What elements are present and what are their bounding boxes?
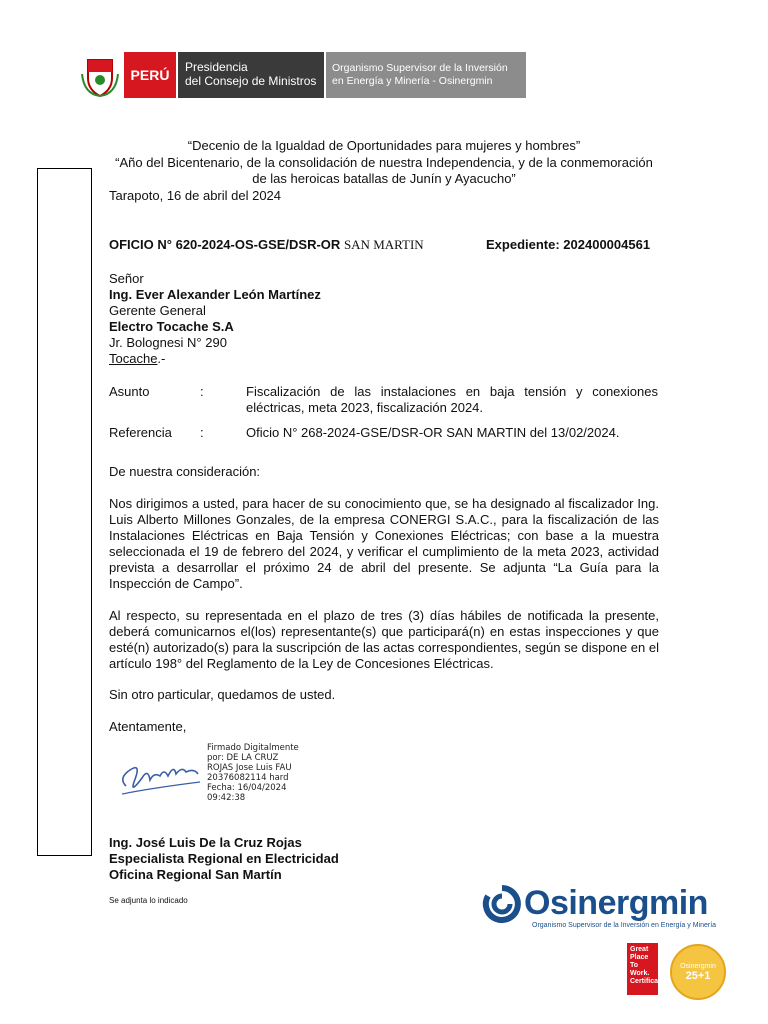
asunto-text: Fiscalización de las instalaciones en baja tensión y conexiones eléctricas, meta 2023, fiscalización 2024. bbox=[246, 384, 658, 415]
salutation: Señor bbox=[109, 271, 144, 286]
referencia-colon: : bbox=[200, 425, 204, 440]
referencia-label: Referencia bbox=[109, 425, 172, 440]
org-line2: en Energía y Minería - Osinergmin bbox=[332, 75, 493, 87]
signer-title: Especialista Regional en Electricidad bbox=[109, 851, 339, 866]
org-line1: Organismo Supervisor de la Inversión bbox=[332, 62, 508, 74]
badge-line1: Osinergmin bbox=[680, 962, 716, 970]
asunto-label: Asunto bbox=[109, 384, 150, 399]
greeting: De nuestra consideración: bbox=[109, 464, 261, 479]
sig-line6: 09:42:38 bbox=[207, 793, 246, 803]
place-date: Tarapoto, 16 de abril del 2024 bbox=[109, 188, 282, 203]
anniversary-badge bbox=[670, 944, 726, 1000]
asunto-colon: : bbox=[200, 384, 204, 399]
digital-signature-block bbox=[207, 743, 299, 803]
margin-box bbox=[37, 168, 92, 856]
expediente: Expediente: 202400004561 bbox=[486, 237, 651, 252]
sig-line3: ROJAS Jose Luis FAU bbox=[207, 763, 292, 773]
badge-line2: 25+1 bbox=[685, 969, 711, 982]
recipient-city-suffix: .- bbox=[157, 351, 166, 366]
signer-office: Oficina Regional San Martín bbox=[109, 867, 282, 882]
osinergmin-logo-icon bbox=[482, 884, 522, 924]
anio-line-2: de las heroicas batallas de Junín y Ayacucho” bbox=[252, 171, 516, 186]
oficio-code: OFICIO N° 620-2024-OS-GSE/DSR-OR bbox=[109, 237, 341, 252]
attached-note: Se adjunta lo indicado bbox=[109, 896, 188, 905]
sig-line5: Fecha: 16/04/2024 bbox=[207, 783, 287, 793]
closing-2: Atentamente, bbox=[109, 719, 187, 734]
decenio-line: “Decenio de la Igualdad de Oportunidades para mujeres y hombres” bbox=[187, 138, 581, 153]
peru-label: PERÚ bbox=[130, 67, 170, 83]
closing-1: Sin otro particular, quedamos de usted. bbox=[109, 687, 336, 702]
paragraph-2: Al respecto, su representada en el plazo de tres (3) días hábiles de notificada la presente, deberá comunicarnos el(los) representante(s) que participará(n) en estas inspecciones y que esté(n) autorizado(s) para la suscripción de las actas correspondientes, según se dispone en el artículo 198° del Reglamento de la Ley de Concesiones Eléctricas. bbox=[109, 608, 659, 671]
osinergmin-tagline: Organismo Supervisor de la Inversión en Energía y Minería bbox=[532, 922, 717, 929]
recipient-city-line bbox=[109, 351, 659, 367]
paragraph-1: Nos dirigimos a usted, para hacer de su conocimiento que, se ha designado al fiscalizador Ing. Luis Alberto Millones Gonzales, de la empresa CONERGI S.A.C., para la fiscalización de las Instalaciones Eléctricas en Baja Tensión y Conexiones Eléctricas; con base a la muestra seleccionada el 19 de febrero del 2024, y verificar el cumplimiento de la meta 2023, actividad prevista a desarrollar el próximo 24 de abril del presente. Se adjunta “La Guía para la Inspección de Campo”. bbox=[109, 496, 659, 591]
pcm-line1: Presidencia bbox=[185, 60, 248, 74]
oficio-region: SAN MARTIN bbox=[343, 237, 424, 252]
recipient-address: Jr. Bolognesi N° 290 bbox=[109, 335, 227, 350]
pcm-line2: del Consejo de Ministros bbox=[185, 74, 317, 88]
recipient-name: Ing. Ever Alexander León Martínez bbox=[109, 287, 321, 302]
peru-logo bbox=[124, 52, 176, 98]
recipient-company: Electro Tocache S.A bbox=[109, 319, 234, 334]
oficio-number bbox=[109, 237, 424, 253]
sig-line1: Firmado Digitalmente bbox=[207, 743, 299, 753]
gptw-badge: Great Place To Work. Certificada bbox=[627, 943, 658, 995]
sig-line2: por: DE LA CRUZ bbox=[207, 753, 279, 763]
osinergmin-brand: Osinergmin bbox=[524, 884, 708, 922]
anio-line-1: “Año del Bicentenario, de la consolidación de nuestra Independencia, y de la conmemoración bbox=[115, 155, 653, 170]
org-header-label bbox=[326, 52, 526, 98]
recipient-position: Gerente General bbox=[109, 303, 206, 318]
coat-of-arms-icon bbox=[80, 54, 120, 98]
handwritten-signature bbox=[112, 742, 208, 804]
signer-name: Ing. José Luis De la Cruz Rojas bbox=[109, 835, 302, 850]
referencia-text: Oficio N° 268-2024-GSE/DSR-OR SAN MARTIN del 13/02/2024. bbox=[246, 425, 620, 440]
sig-line4: 20376082114 hard bbox=[207, 773, 289, 783]
pcm-logo bbox=[178, 52, 324, 98]
recipient-city: Tocache bbox=[109, 351, 158, 366]
